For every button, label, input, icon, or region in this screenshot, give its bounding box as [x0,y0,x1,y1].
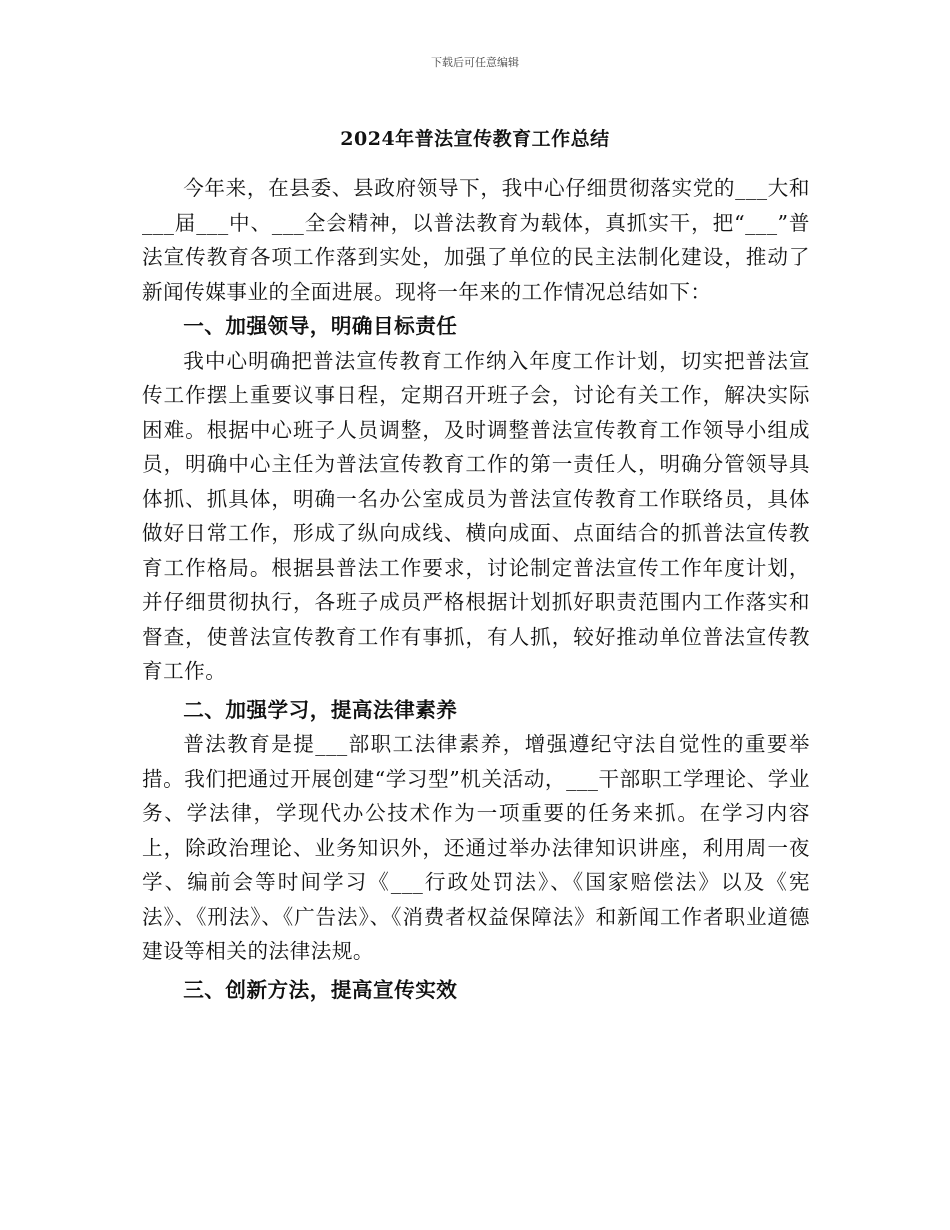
page-header-note: 下载后可任意编辑 [431,56,519,69]
section-heading-3: 三、创新方法，提高宣传实效 [183,977,458,1002]
section-paragraph-2: 普法教育是提___部职工法律素养，增强遵纪守法自觉性的重要举措。我们把通过开展创建“学习型”机关活动，___干部职工学理论、学业务、学法律，学现代办公技术作为一项重要的任务来抓。在学习内容上，除政治理论、业务知识外，还通过举办法律知识讲座，利用周一夜学、编前会等时间学习《___行政处罚法》、《国家赔偿法》以及《宪法》、《刑法》、《广告法》、《消费者权益保障法》和新闻工作者职业道德建设等相关的法律法规。 [142,732,810,963]
document-title: 2024年普法宣传教育工作总结 [340,128,610,150]
intro-paragraph: 今年来，在县委、县政府领导下，我中心仔细贯彻落实党的___大和___届___中、___全会精神，以普法教育为载体，真抓实干，把“___”普法宣传教育各项工作落到实处，加强了单位的民主法制化建设，推动了新闻传媒事业的全面进展。现将一年来的工作情况总结如下： [142,176,810,304]
section-heading-1: 一、加强领导，明确目标责任 [183,314,458,338]
section-heading-2: 二、加强学习，提高法律素养 [183,697,458,722]
section-paragraph-1: 我中心明确把普法宣传教育工作纳入年度工作计划，切实把普法宣传工作摆上重要议事日程，定期召开班子会，讨论有关工作，解决实际困难。根据中心班子人员调整，及时调整普法宣传教育工作领导小组成员，明确中心主任为普法宣传教育工作的第一责任人，明确分管领导具体抓、抓具体，明确一名办公室成员为普法宣传教育工作联络员，具体做好日常工作，形成了纵向成线、横向成面、点面结合的抓普法宣传教育工作格局。根据县普法工作要求，讨论制定普法宣传工作年度计划，并仔细贯彻执行，各班子成员严格根据计划抓好职责范围内工作落实和督查，使普法宣传教育工作有事抓，有人抓，较好推动单位普法宣传教育工作。 [142,348,810,683]
document-body [142,171,810,1007]
